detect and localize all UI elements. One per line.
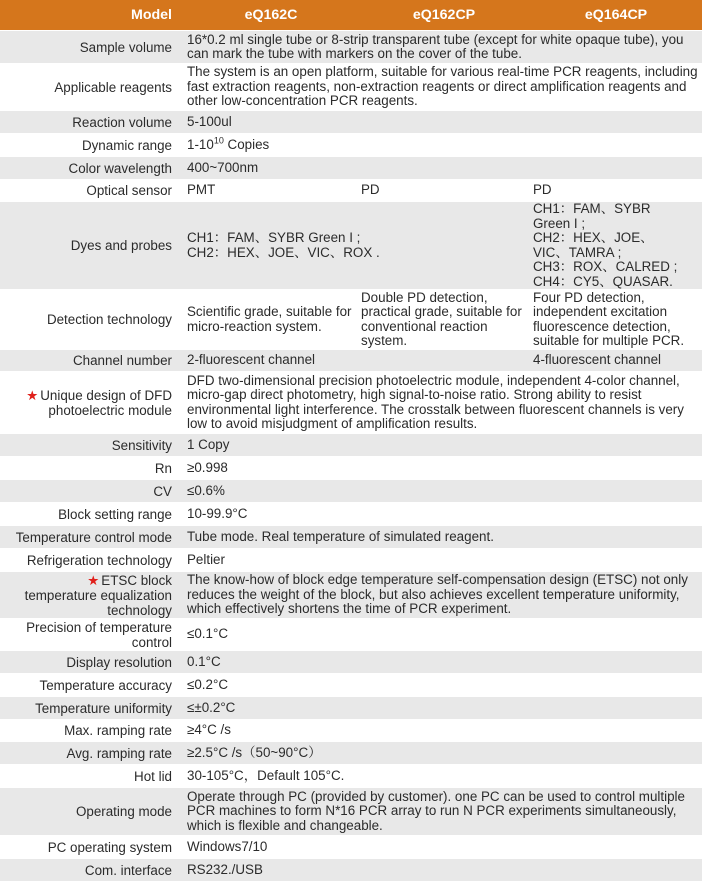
row-refrigeration-technology	[0, 549, 702, 572]
row-optical-sensor	[0, 180, 702, 202]
row-value-eq162c: Scientific grade, suitable for micro-reaction system.	[184, 290, 358, 350]
row-value-4ch: 4-fluorescent channel	[530, 350, 702, 372]
row-value: DFD two-dimensional precision photoelectric module, independent 4-color channel, micro-gap direct photometry, high signal-to-noise ratio. Strong ability to resist environmental light interference. The crosstalk between fluorescent channels is very low to avoid misjudgment of amplification results.	[184, 372, 702, 434]
dyes-2ch-line: CH2：HEX、JOE、VIC、ROX .	[187, 244, 380, 260]
row-label-line	[0, 388, 172, 403]
row-dfd-module	[0, 372, 702, 434]
row-display-resolution	[0, 651, 702, 674]
row-label-line: photoelectric module	[48, 402, 172, 418]
row-value-4ch	[530, 202, 702, 290]
row-reaction-volume	[0, 111, 702, 134]
row-label: Dyes and probes	[0, 202, 184, 290]
row-label	[0, 619, 184, 651]
row-label: Block setting range	[0, 503, 184, 526]
row-max-ramping-rate	[0, 720, 702, 742]
dynamic-range-suffix: Copies	[223, 136, 270, 152]
row-rn	[0, 457, 702, 480]
row-label: Color wavelength	[0, 157, 184, 180]
row-pc-operating-system	[0, 836, 702, 859]
row-label: Channel number	[0, 350, 184, 372]
row-value: ≥0.998	[184, 457, 702, 480]
row-value: 5-100ul	[184, 111, 702, 134]
dyes-4ch-line: VIC、TAMRA ;	[533, 244, 622, 260]
row-value: Tube mode. Real temperature of simulated reagent.	[184, 526, 702, 549]
star-icon: ★	[87, 572, 100, 588]
dynamic-range-prefix: 1-10	[187, 136, 214, 152]
row-label: Com. interface	[0, 859, 184, 882]
row-label-line: Precision of temperature	[26, 619, 172, 635]
row-label: Applicable reagents	[0, 64, 184, 111]
star-icon: ★	[26, 387, 39, 403]
row-temperature-accuracy	[0, 674, 702, 697]
dyes-4ch-line: CH4：CY5、QUASAR.	[533, 273, 673, 289]
row-block-setting-range	[0, 503, 702, 526]
row-label: Detection technology	[0, 290, 184, 350]
row-value: 1 Copy	[184, 434, 702, 457]
row-value: Peltier	[184, 549, 702, 572]
row-cv	[0, 480, 702, 503]
dyes-2ch-line: CH1：FAM、SYBR Green I ;	[187, 230, 361, 245]
row-value: ≤0.1°C	[184, 619, 702, 651]
row-etsc	[0, 572, 702, 619]
row-label-line: temperature equalization	[24, 587, 172, 603]
row-channel-number	[0, 350, 702, 372]
dyes-4ch-line: CH2：HEX、JOE、	[533, 230, 654, 245]
row-label: Display resolution	[0, 651, 184, 674]
row-value: ≤0.6%	[184, 480, 702, 503]
header-model-label: Model	[0, 0, 184, 31]
row-label: Operating mode	[0, 788, 184, 836]
row-label-text: Unique design of DFD	[40, 387, 172, 403]
row-sensitivity	[0, 434, 702, 457]
row-label-line: control	[131, 634, 172, 650]
row-label: Temperature accuracy	[0, 674, 184, 697]
row-value: ≤0.2°C	[184, 674, 702, 697]
row-label	[0, 372, 184, 434]
row-label: Avg. ramping rate	[0, 742, 184, 765]
row-value: ≥2.5°C /s（50~90°C）	[184, 742, 702, 765]
row-temperature-uniformity	[0, 697, 702, 720]
row-value: 0.1°C	[184, 651, 702, 674]
row-color-wavelength	[0, 157, 702, 180]
row-value: 400~700nm	[184, 157, 702, 180]
row-value: ≥4°C /s	[184, 720, 702, 742]
row-precision-temperature-control	[0, 619, 702, 651]
row-avg-ramping-rate	[0, 742, 702, 765]
row-value: The system is an open platform, suitable for various real-time PCR reagents, including fast extraction reagents, non-extraction reagents or direct amplification reagents and other low-concentration PCR reagents.	[184, 64, 702, 111]
row-label: Temperature uniformity	[0, 697, 184, 720]
row-value: The know-how of block edge temperature self-compensation design (ETSC) not only reduces the weight of the block, but also achieves excellent temperature uniformity, which effectively shortens the time of PCR experiment.	[184, 572, 702, 619]
row-label: Refrigeration technology	[0, 549, 184, 572]
header-model-eq164cp: eQ164CP	[530, 0, 702, 31]
row-value-eq162cp: PD	[358, 180, 530, 202]
row-detection-technology	[0, 290, 702, 350]
row-label: Sample volume	[0, 31, 184, 64]
row-label: Rn	[0, 457, 184, 480]
row-value: 10-99.9°C	[184, 503, 702, 526]
row-value: Operate through PC (provided by customer). one PC can be used to control multiple PCR machines to form N*16 PCR array to run N PCR experiments simultaneously, which is flexible and changeable.	[184, 788, 702, 836]
dyes-4ch-line: CH1：FAM、SYBR	[533, 201, 651, 216]
row-value-eq164cp: PD	[530, 180, 702, 202]
row-com-interface	[0, 859, 702, 882]
row-label: CV	[0, 480, 184, 503]
row-label: Optical sensor	[0, 180, 184, 202]
row-value: ≤±0.2°C	[184, 697, 702, 720]
row-label: Dynamic range	[0, 134, 184, 157]
row-label: Hot lid	[0, 765, 184, 788]
row-dyes-and-probes	[0, 202, 702, 290]
row-label: Reaction volume	[0, 111, 184, 134]
row-temperature-control-mode	[0, 526, 702, 549]
row-label: PC operating system	[0, 836, 184, 859]
row-label-text: ETSC block	[101, 572, 172, 588]
row-value-2ch: 2-fluorescent channel	[184, 350, 530, 372]
dynamic-range-exponent: 10	[213, 135, 224, 146]
row-hot-lid	[0, 765, 702, 788]
dyes-4ch-line: Green I ;	[533, 215, 586, 231]
row-dynamic-range	[0, 134, 702, 157]
row-sample-volume	[0, 31, 702, 64]
row-applicable-reagents	[0, 64, 702, 111]
header-model-eq162cp: eQ162CP	[358, 0, 530, 31]
row-value-2ch	[184, 202, 530, 290]
row-label: Sensitivity	[0, 434, 184, 457]
dyes-4ch-line: CH3：ROX、CALRED ;	[533, 259, 678, 274]
row-value-eq164cp: Four PD detection, independent excitation fluorescence detection, suitable for multiple PCR.	[530, 290, 702, 350]
row-operating-mode	[0, 788, 702, 836]
row-label	[0, 572, 184, 619]
row-value: 16*0.2 ml single tube or 8-strip transparent tube (except for white opaque tube), you can mark the tube with markers on the cover of the tube.	[184, 31, 702, 64]
row-value: 30-105°C，Default 105°C.	[184, 765, 702, 788]
row-label: Max. ramping rate	[0, 720, 184, 742]
row-value: RS232./USB	[184, 859, 702, 882]
row-value-eq162c: PMT	[184, 180, 358, 202]
table-header-row	[0, 0, 702, 31]
row-value: Windows7/10	[184, 836, 702, 859]
row-value-eq162cp: Double PD detection, practical grade, suitable for conventional reaction system.	[358, 290, 530, 350]
row-label: Temperature control mode	[0, 526, 184, 549]
row-label-line	[0, 573, 172, 588]
row-value	[184, 134, 702, 157]
header-model-eq162c: eQ162C	[184, 0, 358, 31]
row-label-line: technology	[107, 602, 172, 618]
